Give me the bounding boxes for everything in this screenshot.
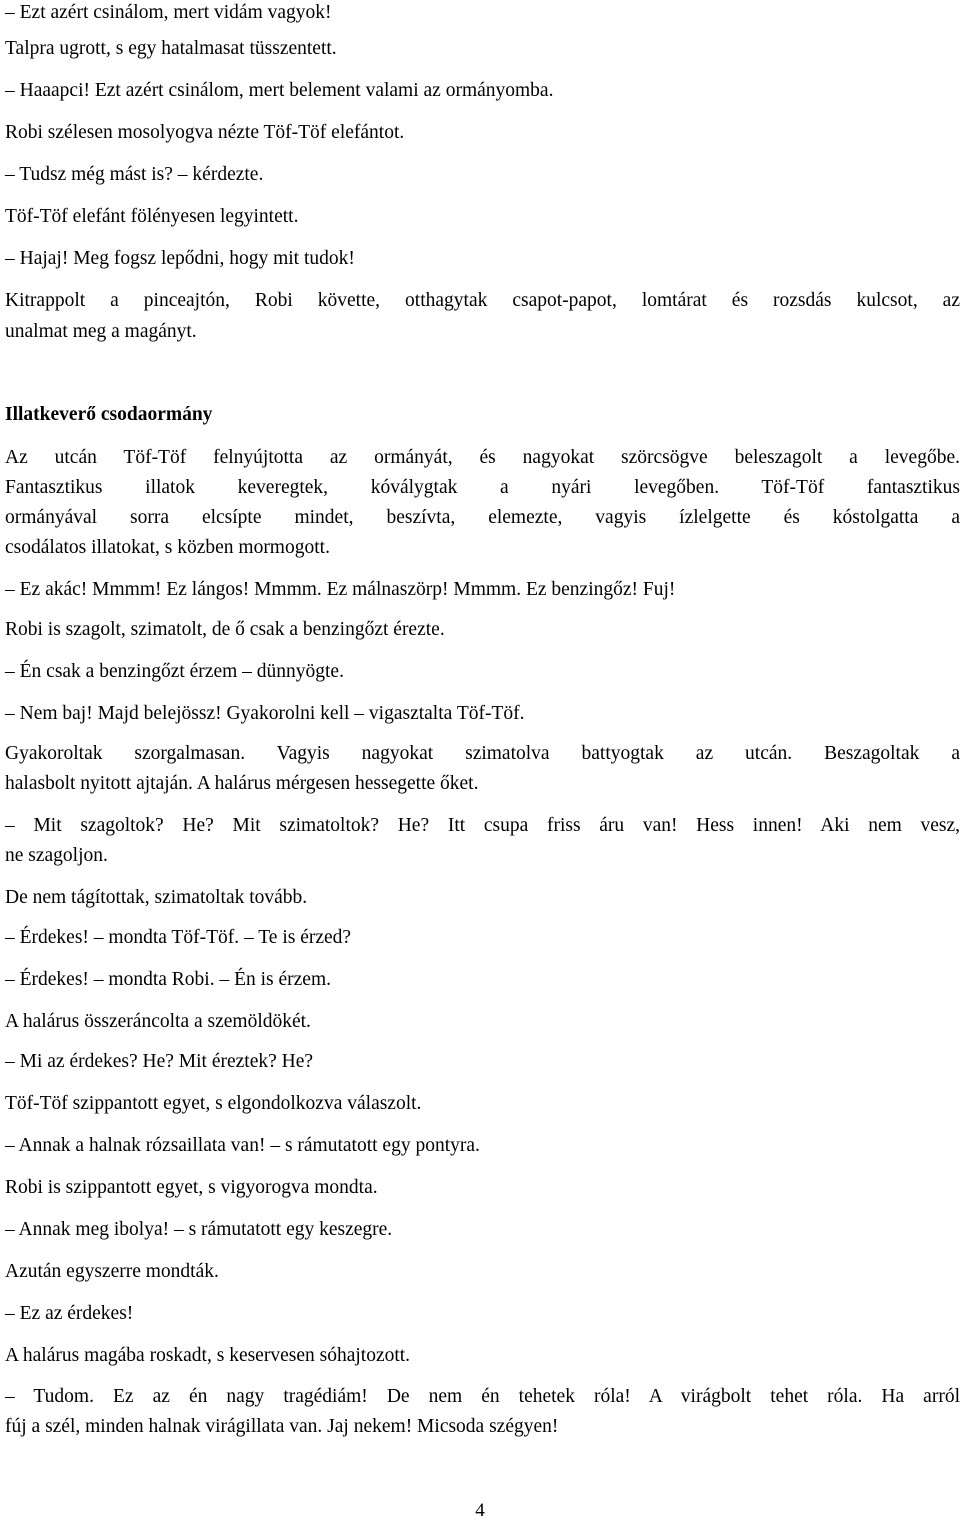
text-line: ormányával sorra elcsípte mindet, beszívta, elemezte, vagyis ízlelgette és kóstolgatta a (5, 507, 960, 528)
text-line: Töf-Töf szippantott egyet, s elgondolkozva válaszolt. (5, 1093, 422, 1114)
text-line: Az utcán Töf-Töf felnyújtotta az ormányát, és nagyokat szörcsögve beleszagolt a levegőbe. (5, 447, 960, 468)
text-line: Robi szélesen mosolyogva nézte Töf-Töf elefántot. (5, 122, 405, 143)
text-line: fúj a szél, minden halnak virágillata van. Jaj nekem! Micsoda szégyen! (5, 1416, 559, 1437)
text-line: Gyakoroltak szorgalmasan. Vagyis nagyokat szimatolva battyogtak az utcán. Beszagoltak a (5, 743, 960, 764)
text-line: csodálatos illatokat, s közben mormogott. (5, 537, 330, 558)
text-line: De nem tágítottak, szimatoltak tovább. (5, 887, 308, 908)
section-heading: Illatkeverő csodaormány (5, 404, 213, 425)
text-line: – Mi az érdekes? He? Mit éreztek? He? (5, 1051, 314, 1072)
text-line: – Hajaj! Meg fogsz lepődni, hogy mit tudok! (5, 248, 355, 269)
text-line: Robi is szagolt, szimatolt, de ő csak a benzingőzt érezte. (5, 619, 445, 640)
text-line: Robi is szippantott egyet, s vigyorogva mondta. (5, 1177, 378, 1198)
text-line: A halárus magába roskadt, s keservesen sóhajtozott. (5, 1345, 411, 1366)
text-line: – Én csak a benzingőzt érzem – dünnyögte. (5, 661, 344, 682)
text-line: – Tudom. Ez az én nagy tragédiám! De nem én tehetek róla! A virágbolt tehet róla. Ha arról (5, 1386, 960, 1407)
text-line: Fantasztikus illatok keveregtek, kóválygtak a nyári levegőben. Töf-Töf fantasztikus (5, 477, 960, 498)
text-line: Talpra ugrott, s egy hatalmasat tüsszentett. (5, 38, 337, 59)
page-number: 4 (475, 1500, 485, 1521)
text-line: A halárus összeráncolta a szemöldökét. (5, 1011, 311, 1032)
text-line: – Mit szagoltok? He? Mit szimatoltok? He? Itt csupa friss áru van! Hess innen! Aki nem vesz, (5, 815, 960, 836)
text-line: – Érdekes! – mondta Töf-Töf. – Te is érzed? (5, 927, 352, 948)
text-line: Azután egyszerre mondták. (5, 1261, 219, 1282)
text-line: – Tudsz még mást is? – kérdezte. (5, 164, 264, 185)
text-line: unalmat meg a magányt. (5, 321, 197, 342)
text-line: – Haaapci! Ezt azért csinálom, mert belement valami az ormányomba. (5, 80, 554, 101)
text-line: halasbolt nyitott ajtaján. A halárus mérgesen hessegette őket. (5, 773, 479, 794)
text-line: – Érdekes! – mondta Robi. – Én is érzem. (5, 969, 332, 990)
text-line: – Ez az érdekes! (5, 1303, 134, 1324)
text-line: Kitrappolt a pinceajtón, Robi követte, otthagytak csapot-papot, lomtárat és rozsdás kulcsot, az (5, 290, 960, 311)
text-line: – Nem baj! Majd belejössz! Gyakorolni kell – vigasztalta Töf-Töf. (5, 703, 525, 724)
text-line: Töf-Töf elefánt fölényesen legyintett. (5, 206, 299, 227)
text-line: – Annak meg ibolya! – s rámutatott egy keszegre. (5, 1219, 393, 1240)
text-line: ne szagoljon. (5, 845, 108, 866)
text-line: – Ezt azért csinálom, mert vidám vagyok! (5, 2, 332, 23)
text-line: – Annak a halnak rózsaillata van! – s rámutatott egy pontyra. (5, 1135, 480, 1156)
text-line: – Ez akác! Mmmm! Ez lángos! Mmmm. Ez málnaszörp! Mmmm. Ez benzingőz! Fuj! (5, 579, 676, 600)
